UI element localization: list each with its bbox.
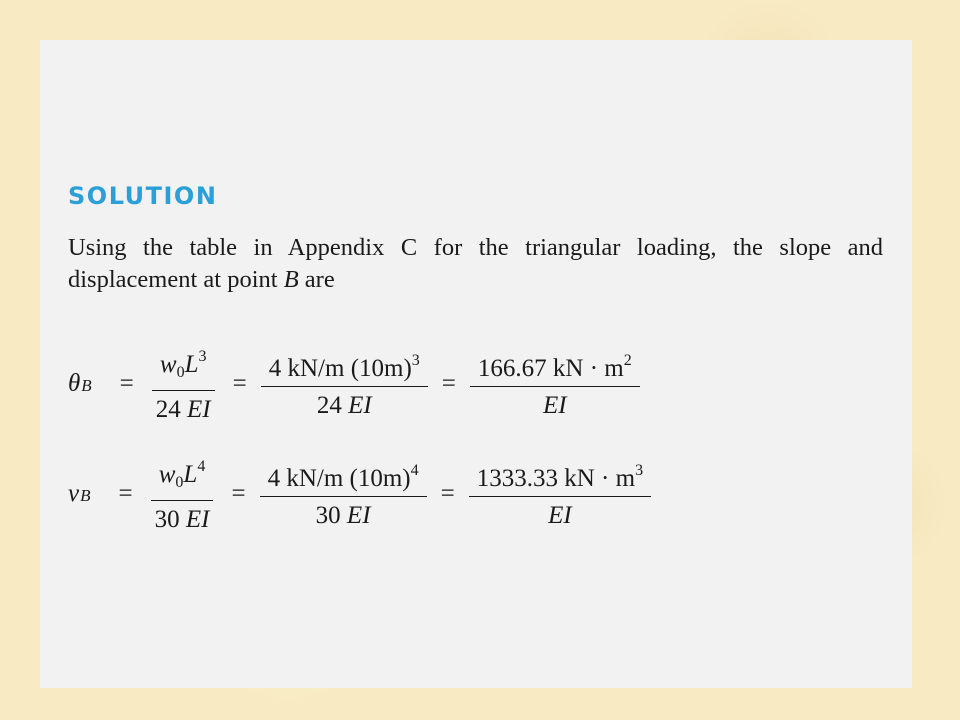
- fraction-numerator: $w_0L^3$: [152, 340, 215, 391]
- fraction-numerator: 166.67 kN · $m^2$: [470, 344, 640, 387]
- slope-symbol: θ B: [68, 369, 92, 397]
- solution-heading: SOLUTION: [68, 182, 218, 210]
- fraction-numerator: 4 kN/m $(10m)^3$: [261, 344, 428, 387]
- displacement-equation: [68, 450, 651, 537]
- fraction-denominator: EI: [548, 502, 572, 529]
- slope-formula-fraction: [148, 340, 219, 427]
- slope-result-fraction: [470, 344, 640, 423]
- equals-sign: =: [231, 479, 246, 507]
- intro-point-label: B: [283, 266, 299, 293]
- fraction-denominator: 30 EI: [154, 506, 210, 533]
- fraction-denominator: 30 EI: [315, 502, 371, 529]
- slope-equation: [68, 340, 640, 427]
- equals-sign: =: [441, 369, 456, 397]
- fraction-numerator: 1333.33 kN · $m^3$: [469, 454, 651, 497]
- displacement-formula-fraction: [147, 450, 218, 537]
- fraction-numerator: $w_0L^4$: [151, 450, 214, 501]
- equals-sign: =: [232, 369, 247, 397]
- fraction-denominator: 24 EI: [155, 396, 211, 423]
- solution-intro-text: [68, 232, 883, 296]
- slope-substitution-fraction: [261, 344, 428, 423]
- intro-part2: are: [298, 266, 335, 293]
- equals-sign: =: [440, 479, 455, 507]
- fraction-denominator: EI: [543, 392, 567, 419]
- equals-sign: =: [119, 369, 134, 397]
- displacement-substitution-fraction: [260, 454, 427, 533]
- fraction-numerator: 4 kN/m $(10m)^4$: [260, 454, 427, 497]
- content-panel: [40, 40, 912, 688]
- intro-part1: Using the table in Appendix C for the triangular loading, the slope and displacement at point: [68, 234, 883, 293]
- displacement-result-fraction: [469, 454, 651, 533]
- displacement-symbol: v B: [68, 479, 91, 507]
- equals-sign: =: [118, 479, 133, 507]
- fraction-denominator: 24 EI: [316, 392, 372, 419]
